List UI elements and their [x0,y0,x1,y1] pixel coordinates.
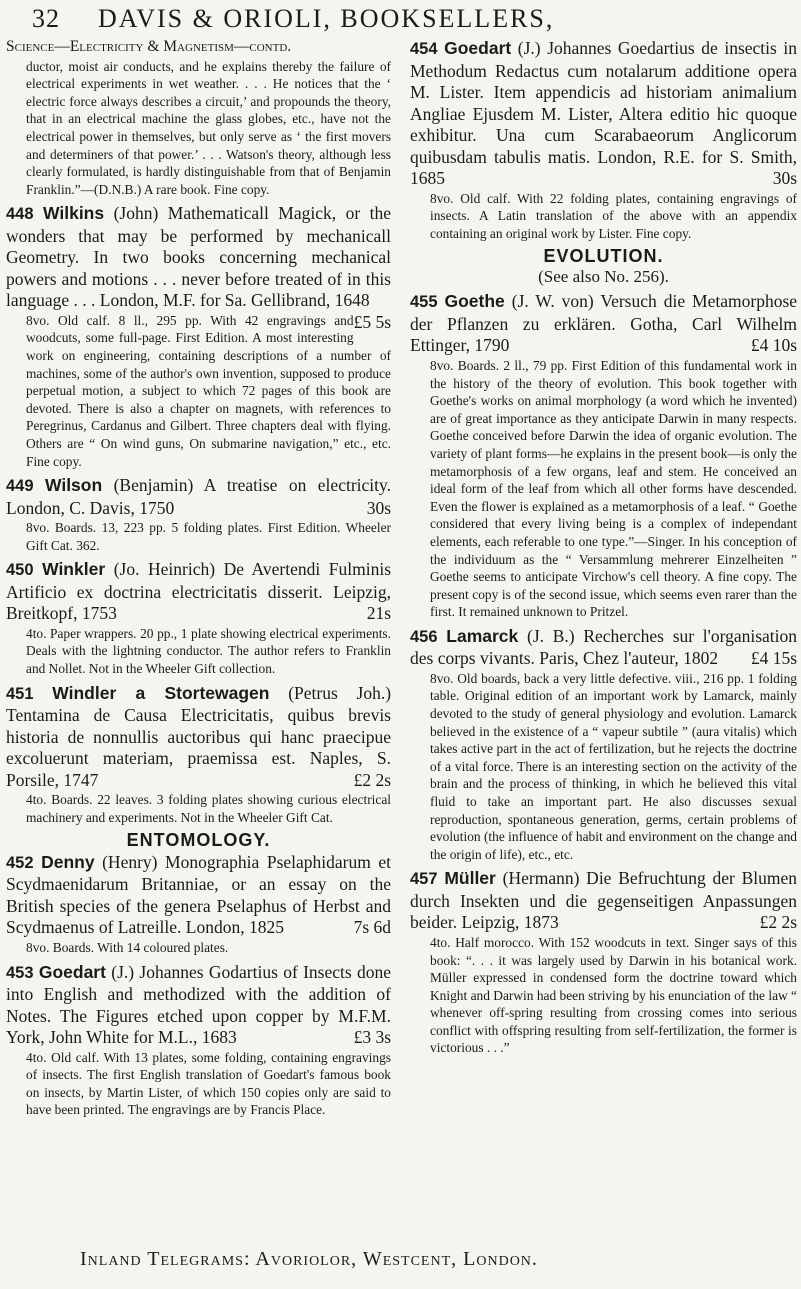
entry-author: Windler a Stortewagen [52,682,270,703]
lot-number: 448 [6,205,34,224]
entry-price: 7s 6d [353,917,391,938]
catalogue-entry [6,683,391,827]
entry-price: £2 2s [759,912,797,933]
entry-title: (J. B.) Recherches sur l'organisation des corps vivants. Paris, Chez l'auteur, 1802 [410,625,797,669]
entry-heading [6,203,391,332]
page-footer: Inland Telegrams: Avoriolor, Westcent, London. [80,1248,538,1270]
entry-body: 4to. Boards. 22 leaves. 3 folding plates showing curious electrical machinery and experiments. Not in the Wheeler Gift Cat. [26,792,391,825]
entry-author: Wilson [44,475,103,496]
page-header [20,4,790,34]
entry-price: £4 10s [750,335,797,356]
page-number: 32 [32,4,60,33]
lot-number: 449 [6,477,34,496]
entry-body: 8vo. Old boards, back a very little defective. viii., 216 pp. 1 folding table. Original edition of an important work by Lamarck, mainly devoted to the study of general physiology and evolution. Lamarck believed in the existence of a “ vapeur subtile ” (aura vitalis) which takes active part in the act of fertilization, but he rejects the doctrine of a vital force. There is an interesting section on the activity of the brain and the process of thinking, in which he believed this vital fluid to take an important part. He also discusses sexual reproduction, spontaneous generation, germs, certain problems of evolution (the influence of habit and environment on the change and the origin of life), etc., etc. [430,670,797,862]
catalogue-entry [410,38,797,242]
entry-body: 8vo. Boards. 13, 223 pp. 5 folding plates. First Edition. Wheeler Gift Cat. 362. [26,520,391,553]
section-title: EVOLUTION. [543,246,664,267]
entry-title: (Hermann) Die Befruchtung der Blumen durch Insekten und die gegenseitigen Anpassungen beider. Leipzig, 1873 [410,868,797,933]
entry-price: £5 5s [353,311,391,332]
lot-number: 452 [6,853,34,872]
lot-number: 454 [410,40,438,58]
entry-title: (J.) Johannes Goedartius de insectis in Methodum Redactus cum notalarum additione opera M. Lister. Item appendicis ad historiam animalium Angliae Ejusdem M. Lister, Altera editio hic quoque exhibitur. Una cum Scarabaeorum Anglicorum quibusdam tabulis matis. London, R.E. for S. Smith, 1685 [410,38,797,188]
entry-price: £2 2s [353,769,391,790]
page-title: DAVIS & ORIOLI, BOOKSELLERS, [98,4,555,33]
entry-heading [410,868,797,934]
entry-heading [410,626,797,670]
running-head: Science—Electricity & Magnetism—contd. [6,38,292,55]
section-title: ENTOMOLOGY. [126,830,271,851]
entry-author: Denny [41,851,95,872]
entry-title: (J.) Johannes Godartius of Insects done into English and methodized with the addition of Notes. The Figures etched upon copper by M.F.M. York, John White for M.L., 1683 [6,961,391,1048]
entry-body: 8vo. Boards. 2 ll., 79 pp. First Edition of this fundamental work in the history of the theory of evolution. This book together with Goethe's works on animal morphology (a word which he invented) are of great importance as they anticipate Darwin in many respects. Goethe conceived before Darwin the idea of organic evolution. The variety of plant forms—he explains in the present book—is only the metamorphosis of a few organs, leaf and stem. He conceived an ideal form of the leaf from which all other forms have descended. Even the flower is explained as a metamorphosis of a leaf. “ Goethe considered that every living being is a complex of independant elements, each referable to one type.”—Singer. In his conception of the individuum as the “ Versammlung mehrerer Einzelheiten ” Goethe seems to anticipate Virchow's cell theory. A fine copy. The present copy is of the second issue, which seems even rarer than the first. It remained unknown to Pritzel. [430,357,797,620]
catalogue-entry [410,291,797,620]
entry-author: Goethe [444,291,505,312]
lot-number: 457 [410,870,438,889]
entry-title: (J. W. von) Versuch die Metamorphose der Pflanzen zu erklären. Gotha, Carl Wilhelm Ettinger, 1790 [410,291,797,356]
entry-body: 4to. Half morocco. With 152 woodcuts in text. Singer says of this book: “. . . it was largely used by Darwin in his botanical work. Müller expressed in condensed form the doctrine toward which Knight and Darwin had been striving by his enunciation of the law “ whenever off-spring resulting from crossing comes into serious conflict with offspring resulting from self-fertilization, the former is victorious . . .” [430,934,797,1056]
lot-number: 453 [6,963,34,982]
entry-title: (Petrus Joh.) Tentamina de Causa Electricitatis, quibus brevis historia de nonnullis auctoribus qui hanc praecipue excoluerunt materiam, praemissa est. Naples, S. Porsile, 1747 [6,682,391,790]
catalogue-entry [410,868,797,1057]
entry-heading [6,559,391,625]
catalogue-entry [6,475,391,554]
entry-heading [410,38,797,190]
entry-title: (Jo. Heinrich) De Avertendi Fulminis Artificio ex doctrina electricitatis disserit. Leipzig, Breitkopf, 1753 [6,559,391,624]
catalogue-entry [6,852,391,957]
entry-author: Goedart [38,961,106,982]
entry-body: 8vo. Old calf. With 22 folding plates, containing engravings of insects. A Latin translation of the above with an appendix containing an original work by Lister. Fine copy. [430,190,797,241]
entry-author: Wilkins [43,203,105,224]
entry-heading [6,962,391,1049]
entry-price: £4 15s [750,648,797,669]
right-column [410,38,797,1243]
entry-body: 8vo. Boards. With 14 coloured plates. [26,939,229,955]
entry-author: Lamarck [446,625,519,646]
entry-price: 30s [366,497,391,518]
lot-number: 455 [410,293,438,312]
left-column [6,38,391,1243]
lot-number: 450 [6,561,34,580]
entry-author: Müller [444,868,496,889]
entry-body: 4to. Old calf. With 13 plates, some folding, containing engravings of insects. The first English translation of Goedart's famous book on insects, by Martin Lister, of which 150 copies only are said to have been printed. The engravings are by Francis Place. [26,1049,391,1118]
lot-number: 451 [6,684,34,703]
catalogue-entry [6,203,391,470]
entry-title: (Benjamin) A treatise on electricity. London, C. Davis, 1750 [6,475,391,518]
section-subtitle: (See also No. 256). [538,266,669,286]
entry-title: (Henry) Monographia Pselaphidarum et Scydmaenidarum Britanniae, or an essay on the British species of the genera Pselaphus of Herbst and Scydmaenus of Latreille. London, 1825 [6,851,391,938]
catalogue-entry [6,559,391,677]
entry-price: 30s [772,168,797,188]
entry-heading [410,291,797,357]
entry-author: Winkler [42,559,106,580]
entry-author: Goedart [444,38,512,58]
entry-body: 4to. Paper wrappers. 20 pp., 1 plate showing electrical experiments. Deals with the lightning conductor. The author refers to Franklin and Nollet. Not in the Wheeler Gift collection. [26,625,391,677]
entry-heading [6,852,391,939]
lot-number: 456 [410,627,438,646]
entry-price: 21s [366,603,391,624]
catalogue-entry [6,962,391,1119]
entry-body: 8vo. Old calf. 8 ll., 295 pp. With 42 engravings and woodcuts, some full-page. First Edition. A most interesting work on engineering, containing descriptions of a number of machines, some of the author's own invention, supposed to produce perpetual motion, a subject to which 72 pages of this book are devoted. There is also a chapter on magnets, with references to Peregrinus, Cardanus and Gilbert. Three chapters deal with flying. Others are “ On wind guns, On submarine navigation,” etc., etc. Fine copy. [26,312,391,469]
entry-price: £3 3s [353,1027,391,1048]
entry-title: (John) Mathematicall Magick, or the wonders that may be performed by mechanicall Geometry. In two books concerning mechanical powers and motions . . . never before treated of in this language . . . London, M.F. for Sa. Gellibrand, 1648 [6,203,391,311]
entry-body: ductor, moist air conducts, and he explains thereby the failure of electrical experiments in wet weather. . . . He notices that the ‘ electric force always describes a circuit,’ and propounds the theory, that in an electrical machine the glass globes, etc., have not the electrical power in themselves, but only serve as ‘ the first movers and determiners of that power.’ . . . Watson's theory, although less clearly formulated, is hardly distinguishable from that of Benjamin Franklin.”—(D.N.B.) A rare book. Fine copy. [26,58,391,197]
entry-heading [6,683,391,792]
catalogue-entry [410,626,797,864]
entry-heading [6,475,391,519]
continued-entry [6,58,391,199]
